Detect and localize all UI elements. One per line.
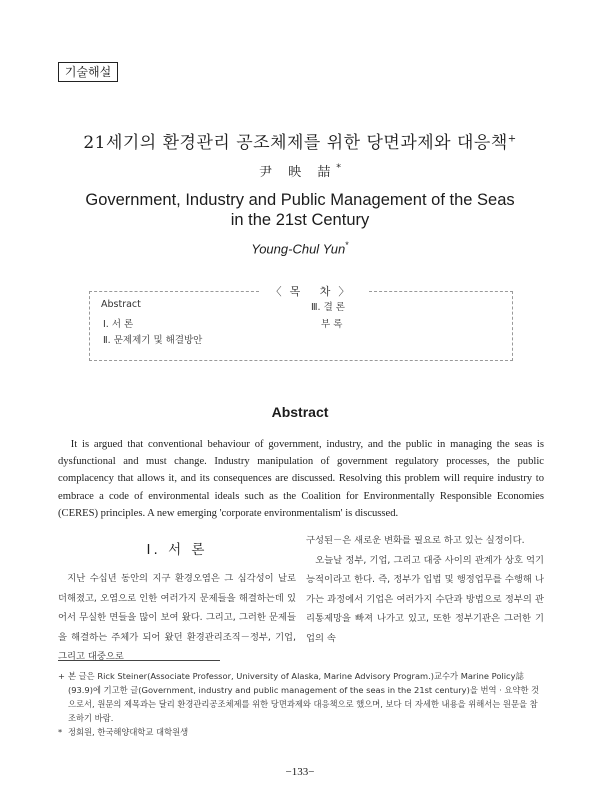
toc-border-left (89, 291, 90, 361)
abstract-body: It is argued that conventional behaviour of government, industry, and the public in managing the seas is dysfunctional and must change. Industry manipulation of government regulatory processes, the public complacency that allows it, and its consequences are discussed. Resolving this problem will require industry to embrace a code of environmental ideals such as the Coalition for Environmentally Responsible Economies (CERES) principles. A new emerging 'corporate environmentalism' is discussed. (58, 439, 544, 519)
toc-item: 부 록 (321, 319, 343, 330)
toc-item: Ⅱ. 문제제기 및 해결방안 (103, 335, 203, 346)
korean-author (0, 161, 600, 180)
introduction-heading: Ⅰ. 서 론 (146, 542, 208, 558)
english-title-line-1: Government, Industry and Public Management of the Seas (85, 191, 515, 209)
section-tag-label: 기술해설 (64, 65, 112, 79)
introduction-left-column: 지난 수십년 동안의 지구 환경오염은 그 심각성이 날로 더해졌고, 오염으로 인한 여러가지 문제들을 해결하는데 있어서 무실한 면들을 많이 보여 왔다. 그리고, 그러한 문제들을 해결하는 주체가 되어 왔던 환경관리조직－정부, 기업, 그리고 대중으로 (58, 573, 296, 663)
korean-author-name: 尹 映 喆 (259, 165, 337, 180)
footnote (58, 725, 544, 739)
footnote-text: 정회원, 한국해양대학교 대학원생 (68, 727, 189, 737)
footnotes (58, 669, 544, 739)
english-title (60, 190, 540, 230)
table-of-contents (89, 283, 513, 361)
toc-border-right (512, 291, 513, 361)
footnote-mark: + (58, 671, 65, 681)
toc-item: Ⅰ. 서 론 (103, 319, 134, 330)
footnote-text: 본 글은 Rick Steiner(Associate Professor, University of Alaska, Marine Advisory Program.)교수가 Marine Policy誌(93.9)에 기고한 글(Government, industry and public management of the seas in the 21st century)을 번역 · 요약한 것으로서, 원문의 제목과는 달리 환경관리공조체제를 위한 당면과제와 대응책으로 했으며, 보다 더 자세한 내용을 위해서는 원문을 참조하기 바람. (68, 671, 540, 723)
korean-author-footnote-mark: * (336, 163, 341, 174)
introduction-paragraph: 구성된－은 새로운 변화를 필요로 하고 있는 실정이다. (306, 535, 525, 546)
section-tag (58, 62, 118, 82)
english-author-footnote-mark: * (345, 240, 349, 250)
toc-rule-left (89, 291, 259, 292)
korean-title-text: 21세기의 환경관리 공조체제를 위한 당면과제와 대응책 (83, 133, 508, 153)
english-author-name: Young-Chul Yun (251, 241, 346, 257)
korean-title-footnote-mark: + (507, 133, 517, 145)
toc-heading: 〈목 차〉 (270, 285, 358, 298)
toc-item: Abstract (101, 299, 141, 310)
korean-title (40, 128, 560, 153)
footnote-mark: * (58, 727, 63, 737)
introduction-paragraph: 오늘날 정부, 기업, 그리고 대중 사이의 관계가 상호 억기능적이라고 한다. 즉, 정부가 입법 및 행정업무를 수행해 나가는 과정에서 기업은 여러가지 수단과 방법으로 정부의 관리통제망을 빠져 나가고 있고, 또한 정부기관은 그러한 기업의 속 (306, 554, 544, 644)
english-title-line-2: in the 21st Century (230, 211, 370, 229)
english-author (0, 240, 600, 256)
toc-item: Ⅲ. 결 론 (311, 302, 345, 313)
abstract-heading: Abstract (271, 404, 329, 420)
footnote (58, 669, 544, 725)
page-number: −133− (285, 766, 315, 778)
toc-rule-bottom (89, 360, 513, 361)
footnote-divider (58, 660, 220, 661)
toc-rule-right (369, 291, 513, 292)
introduction-right-column (306, 531, 544, 649)
